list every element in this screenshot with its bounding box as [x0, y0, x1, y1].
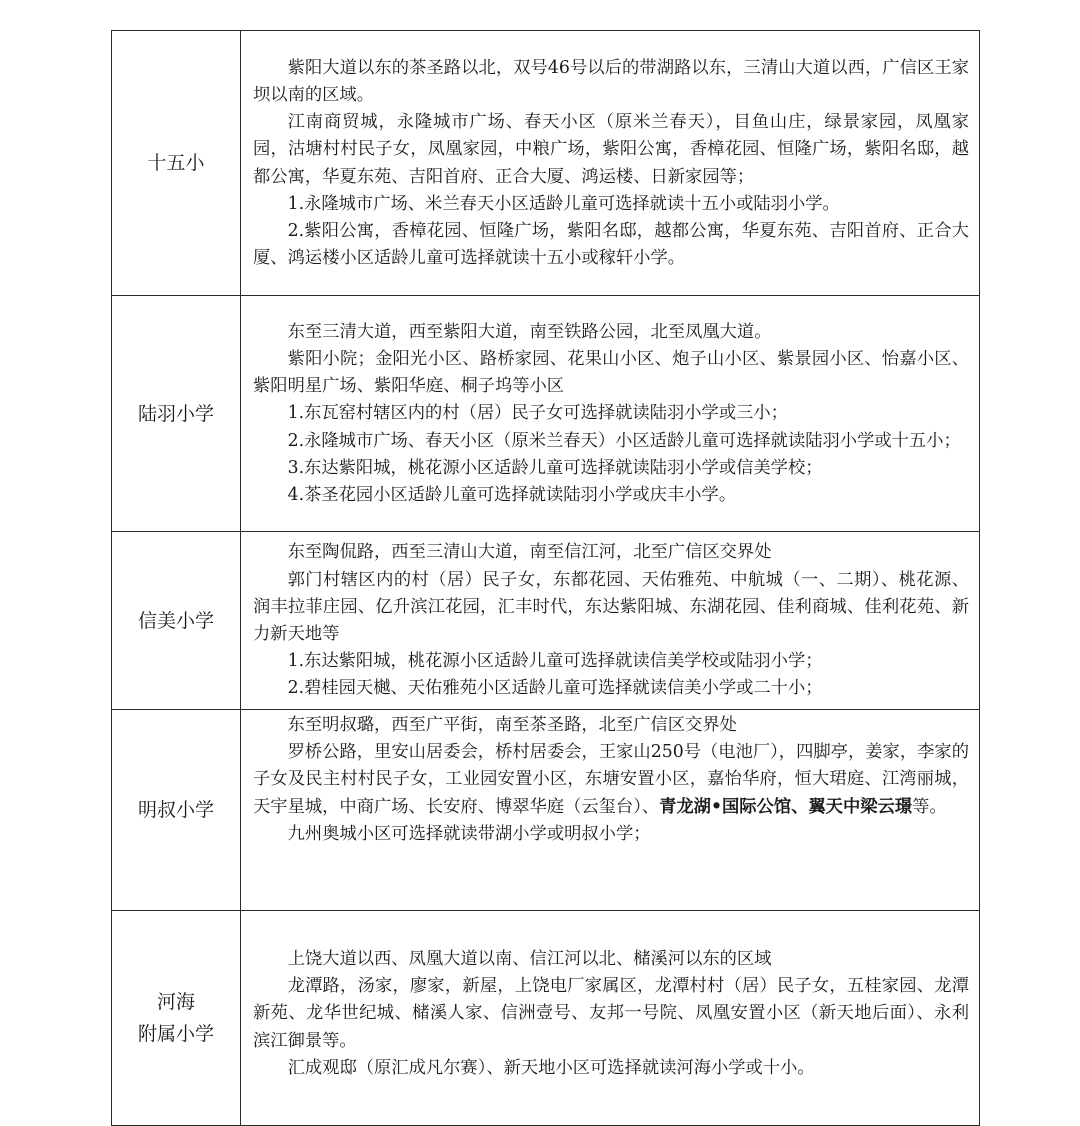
district-paragraph: 江南商贸城，永隆城市广场、春天小区（原米兰春天），目鱼山庄，绿景家园，凤凰家园，沽塘村村民子女，凤凰家园，中粮广场，紫阳公寓，香樟花园、恒隆广场，紫阳名邸，越都公寓，华夏东苑、吉阳首府、正合大厦、鸿运楼、日新家园等； [253, 112, 969, 187]
school-name: 陆羽小学 [137, 402, 214, 425]
district-text: 罗桥公路，里安山居委会，桥村居委会，王家山250号（电池厂），四脚亭，姜家，李家的子女及民主村村民子女，工业园安置小区，东塘安置小区，嘉怡华府，恒大珺庭、江湾丽城，天宇星城，中商广场、长安府、博翠华庭（云玺台）、 [253, 742, 969, 817]
table-row [112, 296, 980, 532]
district-description-cell [241, 710, 980, 911]
district-paragraph: 3.东达紫阳城，桃花源小区适龄儿童可选择就读陆羽小学或信美学校； [287, 457, 823, 478]
district-paragraph: 东至明叔璐，西至广平街，南至茶圣路，北至广信区交界处 [287, 715, 737, 735]
district-paragraph: 1.永隆城市广场、米兰春天小区适龄儿童可选择就读十五小或陆羽小学。 [287, 193, 840, 214]
table-row [112, 911, 980, 1126]
district-paragraph [253, 739, 969, 821]
school-district-table [111, 30, 980, 1126]
school-name-line: 附属小学 [137, 1023, 214, 1045]
district-description-cell [241, 532, 980, 710]
district-paragraph: 龙潭路，汤家，廖家，新屋，上饶电厂家属区，龙潭村村（居）民子女，五桂家园、龙潭新苑、龙华世纪城、槠溪人家、信洲壹号、友邦一号院、凤凰安置小区（新天地后面）、永利滨江御景等。 [253, 976, 969, 1051]
school-name: 十五小 [147, 152, 205, 174]
school-name-cell [112, 532, 241, 710]
district-description-cell [241, 31, 980, 296]
district-paragraph: 2.紫阳公寓，香樟花园、恒隆广场，紫阳名邸，越都公寓，华夏东苑、吉阳首府、正合大厦、鸿运楼小区适龄儿童可选择就读十五小或稼轩小学。 [253, 220, 969, 269]
table-row [112, 532, 980, 710]
table-row [112, 710, 980, 911]
table-row [112, 31, 980, 296]
school-name: 信美小学 [137, 609, 214, 632]
school-name-cell [112, 710, 241, 911]
district-description-cell [241, 296, 980, 532]
school-name-cell [112, 31, 241, 296]
district-paragraph: 东至三清大道，西至紫阳大道，南至铁路公园，北至凤凰大道。 [287, 321, 772, 342]
district-paragraph: 4.茶圣花园小区适龄儿童可选择就读陆羽小学或庆丰小学。 [287, 485, 737, 505]
district-paragraph: 紫阳小院；金阳光小区、路桥家园、花果山小区、炮子山小区、紫景园小区、怡嘉小区、紫阳明星广场、紫阳华庭、桐子坞等小区 [253, 348, 969, 397]
school-name-cell [112, 296, 241, 532]
district-paragraph: 上饶大道以西、凤凰大道以南、信江河以北、槠溪河以东的区域 [287, 948, 772, 969]
district-paragraph: 汇成观邸（原汇成凡尔赛）、新天地小区可选择就读河海小学或十小。 [287, 1057, 815, 1078]
district-paragraph: 九州奥城小区可选择就读带湖小学或明叔小学； [287, 823, 651, 844]
district-text-tail: 等。 [912, 796, 947, 817]
bold-community-names: 青龙湖•国际公馆、翼天中梁云璟 [659, 796, 913, 817]
school-name-line: 河海 [156, 991, 195, 1013]
district-paragraph: 1.东瓦窑村辖区内的村（居）民子女可选择就读陆羽小学或三小； [287, 403, 788, 424]
district-paragraph: 东至陶侃路，西至三清山大道，南至信江河，北至广信区交界处 [287, 542, 772, 563]
school-name-cell [112, 911, 241, 1126]
school-name: 明叔小学 [137, 799, 214, 821]
district-paragraph: 2.永隆城市广场、春天小区（原米兰春天）小区适龄儿童可选择就读陆羽小学或十五小； [287, 430, 961, 451]
district-paragraph: 紫阳大道以东的茶圣路以北，双号46号以后的带湖路以东，三清山大道以西，广信区王家坝以南的区域。 [253, 57, 969, 105]
district-paragraph: 1.东达紫阳城，桃花源小区适龄儿童可选择就读信美学校或陆羽小学； [287, 651, 823, 672]
district-paragraph: 2.碧桂园天樾、天佑雅苑小区适龄儿童可选择就读信美小学或二十小； [287, 678, 823, 699]
district-description-cell [241, 911, 980, 1126]
district-paragraph: 郭门村辖区内的村（居）民子女，东都花园、天佑雅苑、中航城（一、二期）、桃花源、润丰拉菲庄园、亿升滨江花园，汇丰时代，东达紫阳城、东湖花园、佳利商城、佳利花苑、新力新天地等 [253, 569, 969, 644]
